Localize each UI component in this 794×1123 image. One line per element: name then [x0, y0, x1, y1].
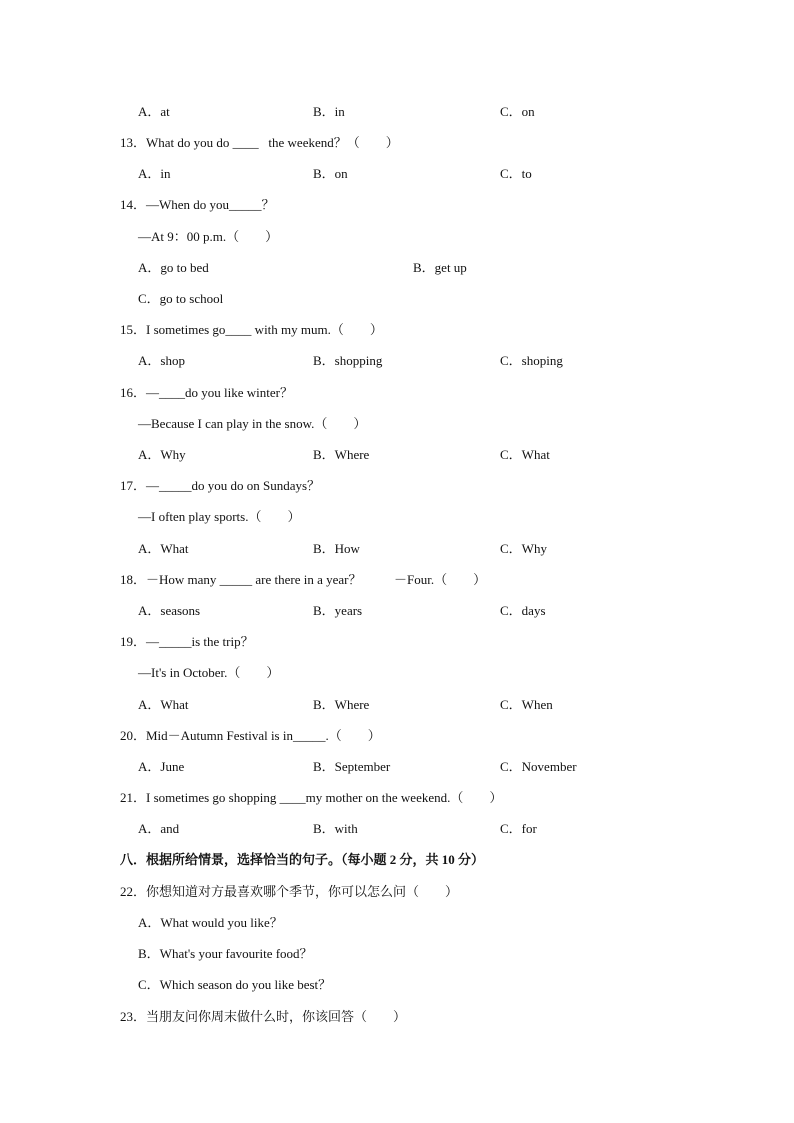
option-c: C．November	[500, 759, 577, 774]
option-c: C．days	[500, 603, 546, 618]
question-16: 16．—____do you like winter？	[120, 385, 293, 400]
question-13: 13．What do you do ____ the weekend？（ ）	[120, 135, 399, 150]
question-23: 23．当朋友问你周末做什么时，你该回答（ ）	[120, 1009, 407, 1024]
question-16-answer: —Because I can play in the snow.（ ）	[138, 416, 367, 431]
option-c: C．for	[500, 821, 537, 836]
question-17: 17．—_____do you do on Sundays？	[120, 478, 321, 493]
option-b: B．Where	[313, 697, 370, 712]
option-c: C．Why	[500, 541, 547, 556]
option-b: B．What's your favourite food？	[138, 946, 313, 961]
question-20: 20．Mid－Autumn Festival is in_____.（ ）	[120, 728, 381, 743]
question-17-answer: —I often play sports.（ ）	[138, 509, 301, 524]
question-14: 14．—When do you_____？	[120, 197, 275, 212]
option-a: A．go to bed	[138, 260, 209, 275]
option-a: A．What	[138, 541, 189, 556]
option-b: B．shopping	[313, 353, 383, 368]
option-b: B．with	[313, 821, 358, 836]
option-c: C．Which season do you like best？	[138, 977, 332, 992]
option-a: A．Why	[138, 447, 186, 462]
option-b: B．Where	[313, 447, 370, 462]
option-b: B．September	[313, 759, 391, 774]
option-c: C．go to school	[138, 291, 224, 306]
option-c: C．to	[500, 166, 532, 181]
option-a: A．June	[138, 759, 185, 774]
option-a: A．in	[138, 166, 171, 181]
option-b: B．How	[313, 541, 360, 556]
option-b: B．on	[313, 166, 348, 181]
question-19: 19．—_____is the trip？	[120, 634, 254, 649]
option-c: C．shoping	[500, 353, 563, 368]
option-a: A．at	[138, 104, 170, 119]
question-19-answer: —It's in October.（ ）	[138, 665, 280, 680]
option-a: A．shop	[138, 353, 185, 368]
option-a: A．What	[138, 697, 189, 712]
option-b: B．years	[313, 603, 363, 618]
option-a: A．and	[138, 821, 180, 836]
question-18: 18．－How many _____ are there in a year？ －Four.（ ）	[120, 572, 487, 587]
section-heading: 八．根据所给情景，选择恰当的句子。（每小题 2 分，共 10 分）	[120, 852, 485, 867]
question-15: 15．I sometimes go____ with my mum.（ ）	[120, 322, 383, 337]
option-a: A．What would you like？	[138, 915, 283, 930]
question-14-answer: —At 9：00 p.m.（ ）	[138, 229, 279, 244]
question-22: 22．你想知道对方最喜欢哪个季节，你可以怎么问（ ）	[120, 884, 459, 899]
option-c: C．What	[500, 447, 550, 462]
question-21: 21．I sometimes go shopping ____my mother on the weekend.（ ）	[120, 790, 503, 805]
option-c: C．on	[500, 104, 535, 119]
option-b: B．get up	[413, 260, 467, 275]
option-b: B．in	[313, 104, 345, 119]
option-a: A．seasons	[138, 603, 201, 618]
option-c: C．When	[500, 697, 553, 712]
